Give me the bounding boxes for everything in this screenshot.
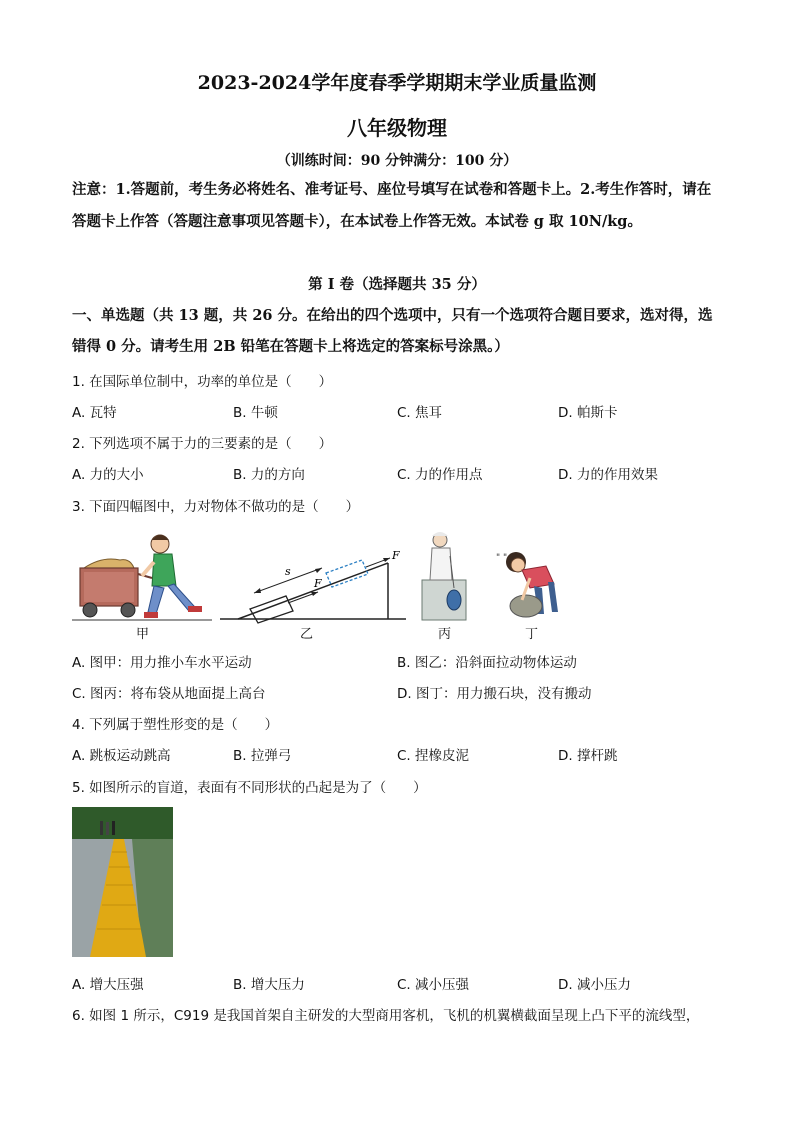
q2-option-d[interactable]: D. 力的作用效果 bbox=[558, 467, 658, 483]
q4-option-b[interactable]: B. 拉弹弓 bbox=[233, 748, 292, 764]
svg-text:" ": " " bbox=[496, 553, 508, 563]
question-6-stem: 6. 如图 1 所示，C919 是我国首架自主研发的大型商用客机，飞机的机翼横截面呈现上凸下平的流线型， bbox=[72, 1008, 700, 1024]
q5-option-a[interactable]: A. 增大压强 bbox=[72, 977, 144, 993]
question-2-stem: 2. 下列选项不属于力的三要素的是（ ） bbox=[72, 436, 333, 452]
q3-option-d[interactable]: D. 图丁：用力搬石块，没有搬动 bbox=[397, 686, 592, 702]
q1-option-a[interactable]: A. 瓦特 bbox=[72, 405, 117, 421]
q3-option-a[interactable]: A. 图甲：用力推小车水平运动 bbox=[72, 655, 252, 671]
q2-option-c[interactable]: C. 力的作用点 bbox=[397, 467, 483, 483]
exam-subject: 八年级物理 bbox=[347, 116, 447, 140]
label-f1: F bbox=[314, 577, 322, 590]
q4-option-d[interactable]: D. 撑杆跳 bbox=[558, 748, 618, 764]
exam-notice: 注意：1.答题前，考生务必将姓名、准考证号、座位号填写在试卷和答题卡上。2.考生作答时，请在答题卡上作答（答题注意事项见答题卡），在本试卷上作答无效。本试卷 g 取 10N/kg。 bbox=[72, 181, 712, 230]
q5-option-c[interactable]: C. 减小压强 bbox=[397, 977, 470, 993]
q2-option-b[interactable]: B. 力的方向 bbox=[233, 467, 305, 483]
q1-option-c[interactable]: C. 焦耳 bbox=[397, 405, 443, 421]
caption-bing: 丙 bbox=[438, 627, 452, 642]
tactile-paving-photo bbox=[72, 807, 173, 957]
exam-title: 2023-2024学年度春季学期期末学业质量监测 bbox=[197, 72, 597, 94]
q3-option-b[interactable]: B. 图乙：沿斜面拉动物体运动 bbox=[397, 655, 577, 671]
q3-option-c[interactable]: C. 图丙：将布袋从地面提上高台 bbox=[72, 686, 266, 702]
question-4-stem: 4. 下列属于塑性形变的是（ ） bbox=[72, 717, 279, 733]
figure-jia-push-cart bbox=[72, 528, 212, 623]
q5-option-d[interactable]: D. 减小压力 bbox=[558, 977, 631, 993]
q5-option-b[interactable]: B. 增大压力 bbox=[233, 977, 305, 993]
q4-option-a[interactable]: A. 跳板运动跳高 bbox=[72, 748, 171, 764]
exam-time-info: （训练时间：90 分钟满分：100 分） bbox=[276, 153, 518, 169]
figure-ding-lift-stone bbox=[494, 548, 566, 620]
figure-bing-lift-bag bbox=[420, 530, 470, 622]
label-f2: F bbox=[392, 549, 400, 562]
caption-ding: 丁 bbox=[525, 627, 539, 642]
label-s: s bbox=[285, 565, 291, 578]
caption-yi: 乙 bbox=[300, 627, 314, 642]
question-1-stem: 1. 在国际单位制中，功率的单位是（ ） bbox=[72, 374, 333, 390]
question-3-stem: 3. 下面四幅图中，力对物体不做功的是（ ） bbox=[72, 499, 360, 515]
section-instruction: 一、单选题（共 13 题，共 26 分。在给出的四个选项中，只有一个选项符合题目要求，选对得，选错得 0 分。请考生用 2B 铅笔在答题卡上将选定的答案标号涂黑。） bbox=[72, 307, 713, 355]
question-5-stem: 5. 如图所示的盲道，表面有不同形状的凸起是为了（ ） bbox=[72, 780, 427, 796]
q1-option-b[interactable]: B. 牛顿 bbox=[233, 405, 278, 421]
figure-yi-incline bbox=[218, 545, 408, 625]
caption-jia: 甲 bbox=[136, 627, 150, 642]
section-title: 第 I 卷（选择题共 35 分） bbox=[308, 276, 486, 293]
q2-option-a[interactable]: A. 力的大小 bbox=[72, 467, 144, 483]
q1-option-d[interactable]: D. 帕斯卡 bbox=[558, 405, 618, 421]
q4-option-c[interactable]: C. 捏橡皮泥 bbox=[397, 748, 470, 764]
